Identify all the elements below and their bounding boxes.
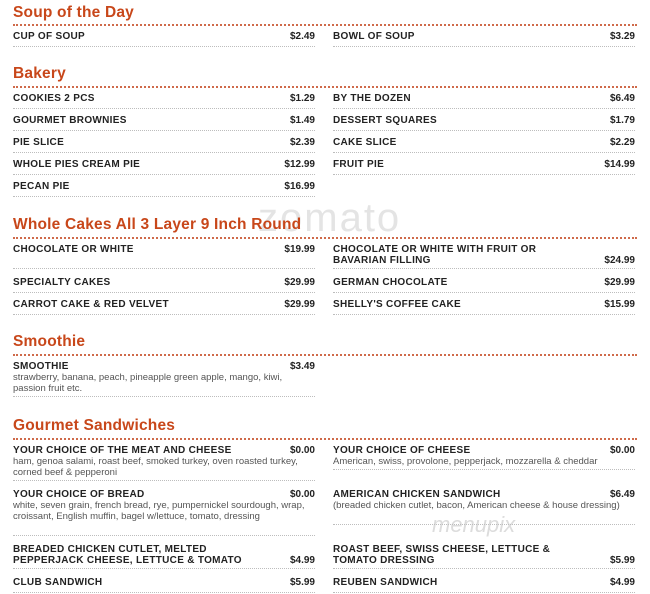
section-divider [13,86,637,88]
item-name: BREADED CHICKEN CUTLET, MELTED PEPPERJACK CHEESE, LETTUCE & TOMATO [13,544,242,566]
item-price: $0.00 [609,445,635,456]
item-price: $0.00 [289,445,315,456]
menu-item [13,93,315,109]
item-price: $0.00 [289,489,315,500]
section-title: Gourmet Sandwiches [13,417,176,434]
item-description: strawberry, banana, peach, pineapple green apple, mango, kiwi, passion fruit etc. [13,372,283,394]
item-name: CAKE SLICE [333,137,397,148]
menu-item [333,489,635,525]
section-divider [13,24,637,26]
menu-item [13,277,315,293]
item-price: $3.49 [289,361,315,372]
item-name: CHOCOLATE OR WHITE [13,244,134,255]
item-name: AMERICAN CHICKEN SANDWICH [333,489,501,500]
section-title: Whole Cakes All 3 Layer 9 Inch Round [13,216,302,233]
item-name: SHELLY'S COFFEE CAKE [333,299,462,310]
item-price: $29.99 [604,277,635,288]
item-price: $1.49 [289,115,315,126]
watermark: zomato [258,196,402,240]
menu-item [333,159,635,175]
item-price: $3.29 [609,31,635,42]
item-name: PIE SLICE [13,137,65,148]
item-name: SPECIALTY CAKES [13,277,111,288]
item-price: $5.99 [289,577,315,588]
item-price: $29.99 [284,299,315,310]
section-title: Soup of the Day [13,4,134,21]
item-price: $29.99 [284,277,315,288]
item-price: $2.29 [609,137,635,148]
menu-item [13,181,315,197]
item-name: DESSERT SQUARES [333,115,437,126]
menu-item [333,244,635,269]
item-name: ROAST BEEF, SWISS CHEESE, LETTUCE & TOMATO DRESSING [333,544,551,566]
item-price: $6.49 [609,93,635,104]
section-title: Bakery [13,65,66,82]
menu-item [333,31,635,47]
section-divider [13,237,637,239]
item-name: YOUR CHOICE OF BREAD [13,489,145,500]
menu-item [13,244,315,269]
item-description: ham, genoa salami, roast beef, smoked turkey, oven roasted turkey, corned beef & pepperoni [13,456,298,478]
section-divider [13,438,637,440]
menu-item [13,115,315,131]
menu-item [333,544,635,569]
item-name: SMOOTHIE [13,361,69,372]
menu-item [333,577,635,593]
item-name: BOWL OF SOUP [333,31,415,42]
menu-item [333,93,635,109]
item-name: CHOCOLATE OR WHITE WITH FRUIT OR BAVARIAN FILLING [333,244,537,266]
item-name: COOKIES 2 PCS [13,93,95,104]
item-name: GOURMET BROWNIES [13,115,127,126]
item-price: $1.29 [289,93,315,104]
menu-item [333,277,635,293]
item-name: GERMAN CHOCOLATE [333,277,448,288]
item-description: American, swiss, provolone, pepperjack, mozzarella & cheddar [333,456,598,467]
item-price: $19.99 [284,244,315,255]
menu-item [13,137,315,153]
item-price: $1.79 [609,115,635,126]
item-price: $16.99 [284,181,315,192]
item-price: $4.99 [289,555,315,566]
item-name: CARROT CAKE & RED VELVET [13,299,169,310]
item-name: PECAN PIE [13,181,70,192]
menu-item [333,115,635,131]
menu-item [13,445,315,481]
item-price: $6.49 [609,489,635,500]
item-price: $4.99 [609,577,635,588]
menu-item [13,361,315,397]
item-name: YOUR CHOICE OF THE MEAT AND CHEESE [13,445,232,456]
item-name: WHOLE PIES CREAM PIE [13,159,141,170]
menu-item [13,159,315,175]
item-price: $2.49 [289,31,315,42]
item-price: $24.99 [604,255,635,266]
item-description: white, seven grain, french bread, rye, pumpernickel sourdough, wrap, croissant, English muffin, bagel w/lettuce, tomato, dressing [13,500,305,522]
item-name: BY THE DOZEN [333,93,411,104]
item-name: FRUIT PIE [333,159,385,170]
item-price: $15.99 [604,299,635,310]
item-name: CLUB SANDWICH [13,577,103,588]
menu-item [333,137,635,153]
menu-item [333,445,635,470]
section-divider [13,354,637,356]
item-name: REUBEN SANDWICH [333,577,438,588]
menu-item [13,31,315,47]
menu-item [13,299,315,315]
menu-item [13,577,315,593]
menu-item [13,489,315,536]
item-name: CUP OF SOUP [13,31,86,42]
section-title: Smoothie [13,333,86,350]
item-price: $12.99 [284,159,315,170]
item-price: $2.39 [289,137,315,148]
item-price: $14.99 [604,159,635,170]
item-name: YOUR CHOICE OF CHEESE [333,445,471,456]
watermark: menupix [432,512,516,537]
item-description: (breaded chicken cutlet, bacon, American cheese & house dressing) [333,500,620,511]
menu-item [333,299,635,315]
menu-item [13,544,315,569]
item-price: $5.99 [609,555,635,566]
